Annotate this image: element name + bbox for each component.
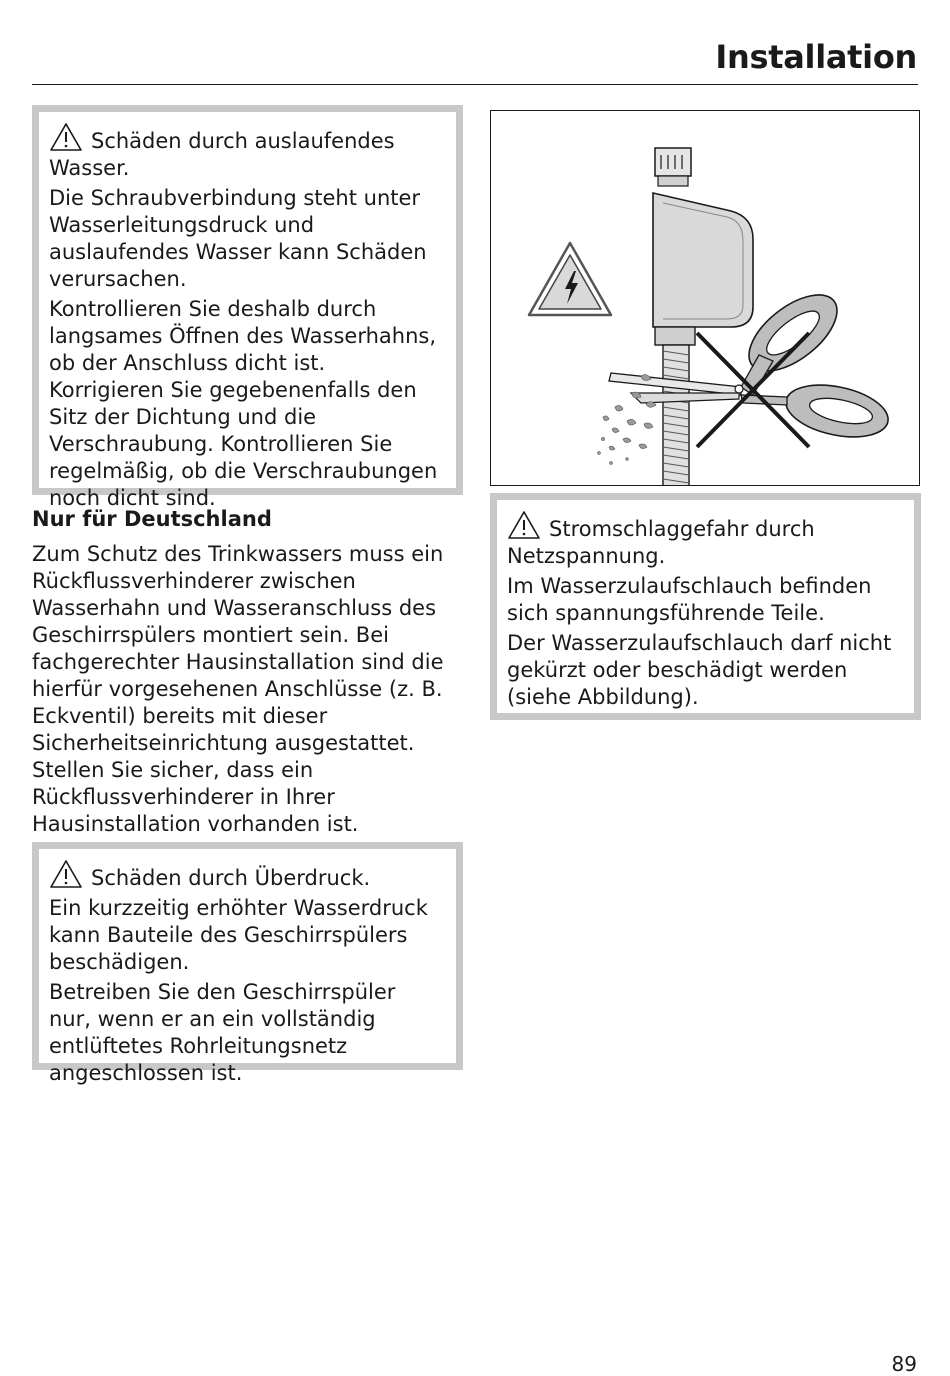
warning-text: Ein kurzzeitig erhöhter Wasserdruck kann Bauteile des Geschirrspülers beschädigen. — [49, 896, 428, 974]
warning-title-line — [49, 122, 442, 182]
warning-title: Schäden durch Überdruck. — [91, 866, 371, 890]
electrical-hazard-sign-icon — [529, 243, 611, 315]
page-header-title: Installation — [715, 38, 917, 76]
warning-title-line — [507, 510, 900, 570]
section-paragraph: Stellen Sie sicher, dass ein Rückflussverhinderer in Ihrer Hausinstallation vorhanden ist. — [32, 758, 359, 836]
warning-instruction: Betreiben Sie den Geschirrspüler nur, wenn er an ein vollständig entlüftetes Rohrleitungsnetz angeschlossen ist. — [49, 980, 396, 1085]
water-drops — [598, 375, 656, 465]
warning-box-electric-shock — [490, 493, 921, 720]
warning-triangle-icon — [49, 859, 83, 889]
hose-illustration-drawing — [491, 111, 920, 486]
section-paragraph: Zum Schutz des Trinkwassers muss ein Rückflussverhinderer zwischen Wasserhahn und Wasseranschluss des Geschirrspülers montiert sein. Bei fachgerechter Hausinstallation sind die hierfür vorgesehenen Anschlüsse (z. B. Eckventil) bereits mit dieser Sicherheitseinrichtung ausgestattet. — [32, 542, 444, 755]
hose-connector-nut — [655, 148, 691, 186]
warning-instruction: Kontrollieren Sie deshalb durch langsames Öffnen des Wasserhahns, ob der Anschluss dicht ist. Korrigieren Sie gegebenenfalls den Sitz der Dichtung und die Verschraubung. Kontrollieren Sie regelmäßig, ob die Verschraubungen noch dicht sind. — [49, 297, 438, 510]
warning-triangle-icon — [507, 510, 541, 540]
header-rule — [32, 84, 918, 85]
warning-instruction: Der Wasserzulaufschlauch darf nicht gekürzt oder beschädigt werden (siehe Abbildung). — [507, 631, 892, 709]
hose-corrugated — [663, 345, 689, 486]
warning-text: Die Schraubverbindung steht unter Wasserleitungsdruck und auslaufendes Wasser kann Schäden verursachen. — [49, 186, 427, 291]
warning-box-water-damage — [32, 105, 463, 510]
section-heading: Nur für Deutschland — [32, 507, 272, 531]
warning-box-overpressure — [32, 842, 463, 1085]
warning-title: Schäden durch auslaufendes Wasser. — [49, 129, 395, 180]
germany-only-section — [32, 505, 464, 838]
warning-text: Im Wasserzulaufschlauch befinden sich spannungsführende Teile. — [507, 574, 872, 625]
page-number: 89 — [891, 1352, 917, 1376]
hose-illustration — [490, 110, 920, 486]
warning-title-line — [49, 859, 442, 892]
warning-title: Stromschlaggefahr durch Netzspannung. — [507, 517, 815, 568]
warning-triangle-icon — [49, 122, 83, 152]
hose-connector-housing — [653, 193, 753, 345]
